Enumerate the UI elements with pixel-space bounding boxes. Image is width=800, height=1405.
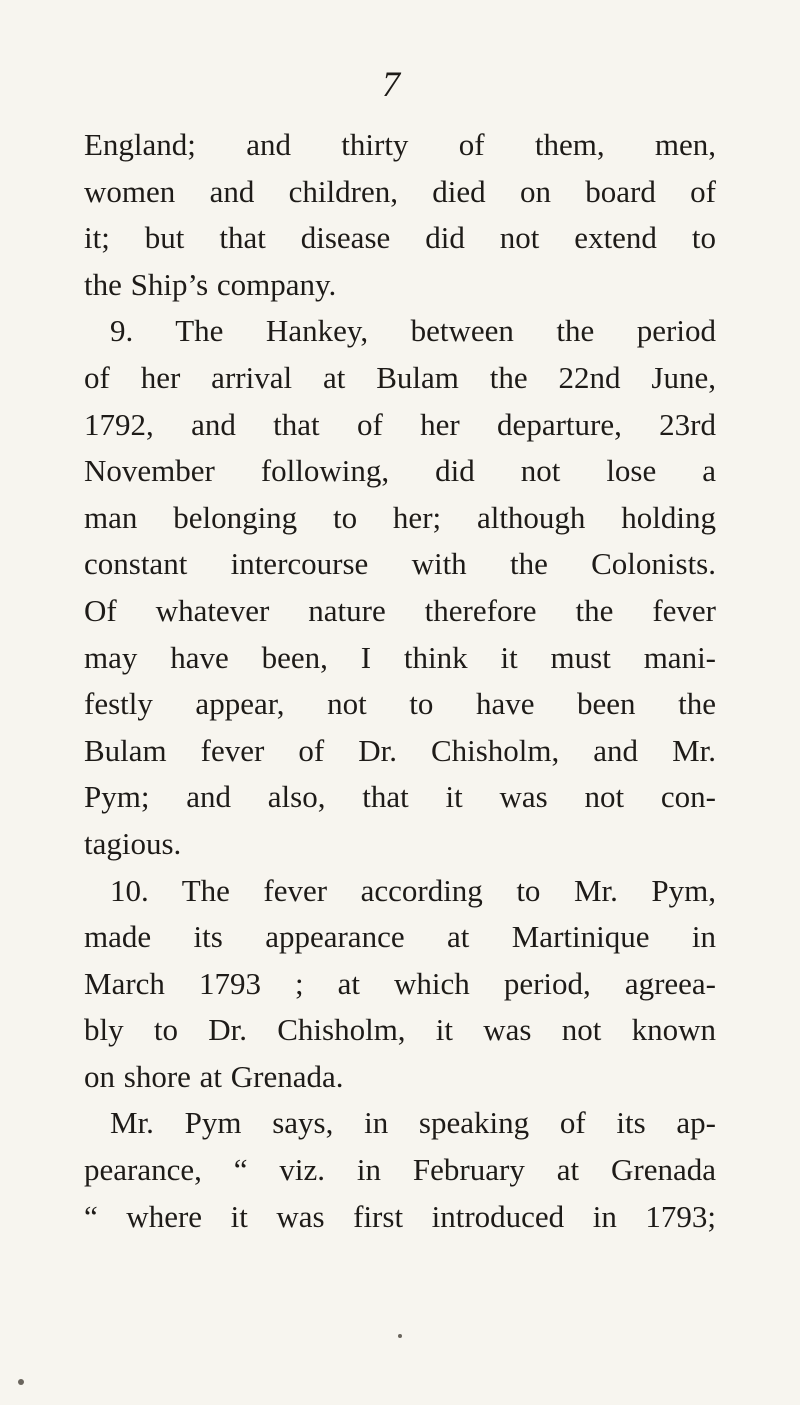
text-line: Mr. Pym says, in speaking of its ap- xyxy=(110,1105,716,1141)
text-line: it; but that disease did not extend to xyxy=(84,220,716,256)
text-line: 9. The Hankey, between the period xyxy=(110,313,716,349)
text-line: 10. The fever according to Mr. Pym, xyxy=(110,872,716,908)
text-line: tagious. xyxy=(84,825,182,861)
text-line: women and children, died on board of xyxy=(84,173,716,209)
text-line: 1792, and that of her departure, 23rd xyxy=(84,406,716,442)
text-line: Pym; and also, that it was not con- xyxy=(84,779,716,815)
text-line: on shore at Grenada. xyxy=(84,1058,344,1094)
text-line: England; and thirty of them, men, xyxy=(84,127,716,162)
text-line: may have been, I think it must mani- xyxy=(84,639,716,675)
text-line: March 1793 ; at which period, agreea- xyxy=(84,965,716,1001)
text-line: “ where it was first introduced in 1793; xyxy=(84,1198,716,1234)
text-line: made its appearance at Martinique in xyxy=(84,919,716,955)
text-line: constant intercourse with the Colonists. xyxy=(84,546,716,582)
text-line: Of whatever nature therefore the fever xyxy=(84,592,716,628)
text-line: bly to Dr. Chisholm, it was not known xyxy=(84,1012,716,1048)
paper-speck xyxy=(18,1379,24,1385)
paper-speck xyxy=(398,1334,402,1338)
text-line: November following, did not lose a xyxy=(84,453,716,489)
text-line: pearance, “ viz. in February at Grenada xyxy=(84,1152,716,1188)
page-number: 7 xyxy=(382,64,400,104)
text-line: Bulam fever of Dr. Chisholm, and Mr. xyxy=(84,732,716,768)
text-line: of her arrival at Bulam the 22nd June, xyxy=(84,359,716,395)
text-line: the Ship’s company. xyxy=(84,266,337,302)
text-line: festly appear, not to have been the xyxy=(84,686,716,722)
text-line: man belonging to her; although holding xyxy=(84,499,716,535)
body-text xyxy=(84,122,716,1240)
